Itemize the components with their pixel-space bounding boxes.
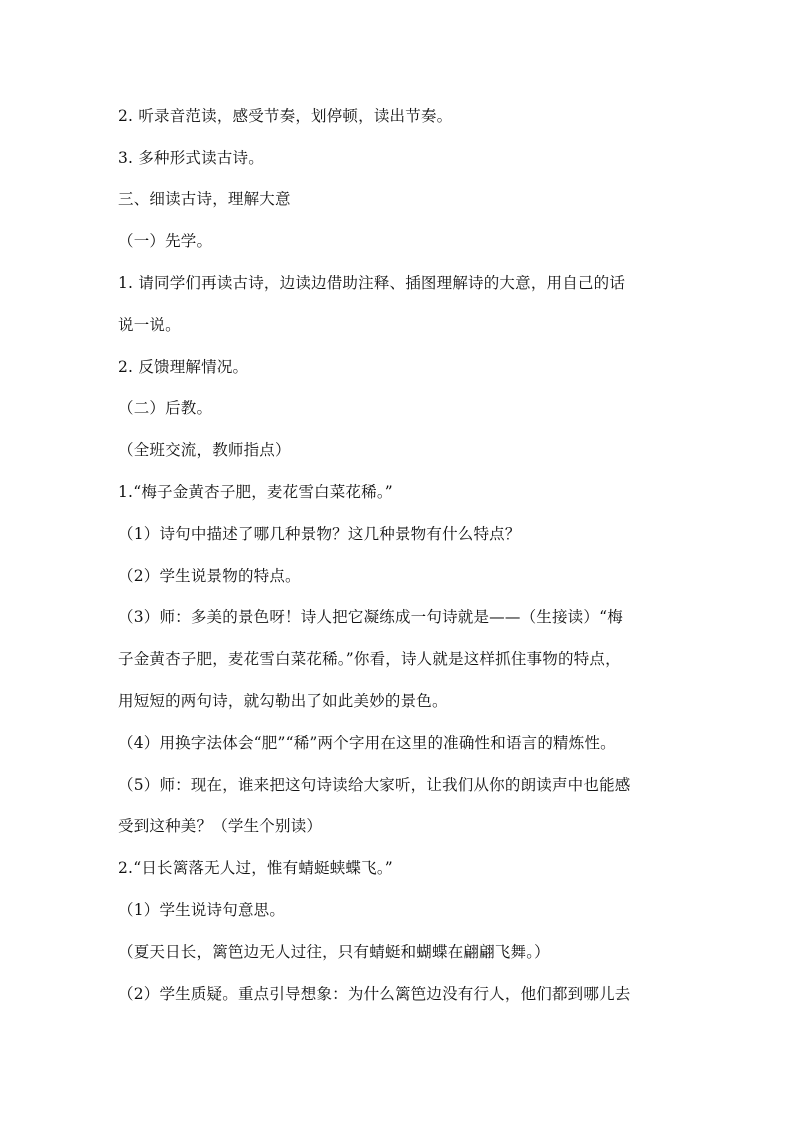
text-line: 2. 听录音范读，感受节奏，划停顿，读出节奏。 (118, 107, 453, 125)
text-line: （1）诗句中描述了哪几种景物？这几种景物有什么特点？ (118, 525, 521, 543)
text-line: 用短短的两句诗，就勾勒出了如此美妙的景色。 (118, 692, 448, 710)
text-line: 1. 请同学们再读古诗，边读边借助注释、插图理解诗的大意，用自己的话 (118, 274, 626, 292)
text-line: （2）学生质疑。重点引导想象：为什么篱笆边没有行人，他们都到哪儿去 (118, 985, 631, 1003)
text-line: 子金黄杏子肥，麦花雪白菜花稀。”你看，诗人就是这样抓住事物的特点， (118, 650, 621, 668)
text-line: （4）用换字法体会“肥”“稀”两个字用在这里的准确性和语言的精炼性。 (118, 734, 616, 752)
text-line: 2. 反馈理解情况。 (118, 358, 249, 376)
text-line: （一）先学。 (118, 232, 213, 250)
text-line: 2.“日长篱落无人过，惟有蜻蜓蛱蝶飞。” (118, 859, 393, 877)
section-heading: 三、细读古诗，理解大意 (118, 190, 291, 208)
text-line: 1.“梅子金黄杏子肥，麦花雪白菜花稀。” (118, 483, 393, 501)
text-line: 3. 多种形式读古诗。 (118, 149, 264, 167)
text-line: （2）学生说景物的特点。 (118, 567, 301, 585)
text-line: 说一说。 (118, 316, 181, 334)
text-line: 受到这种美？（学生个别读） (118, 817, 323, 835)
text-line: （3）师：多美的景色呀！诗人把它凝练成一句诗就是——（生接读）“梅 (118, 608, 623, 626)
text-line: （全班交流，教师指点） (118, 441, 291, 459)
text-line: （夏天日长，篱笆边无人过往，只有蜻蜓和蝴蝶在翩翩飞舞。） (118, 943, 550, 961)
text-line: （二）后教。 (118, 399, 213, 417)
text-line: （5）师：现在，谁来把这句诗读给大家听，让我们从你的朗读声中也能感 (118, 776, 631, 794)
text-line: （1）学生说诗句意思。 (118, 901, 286, 919)
